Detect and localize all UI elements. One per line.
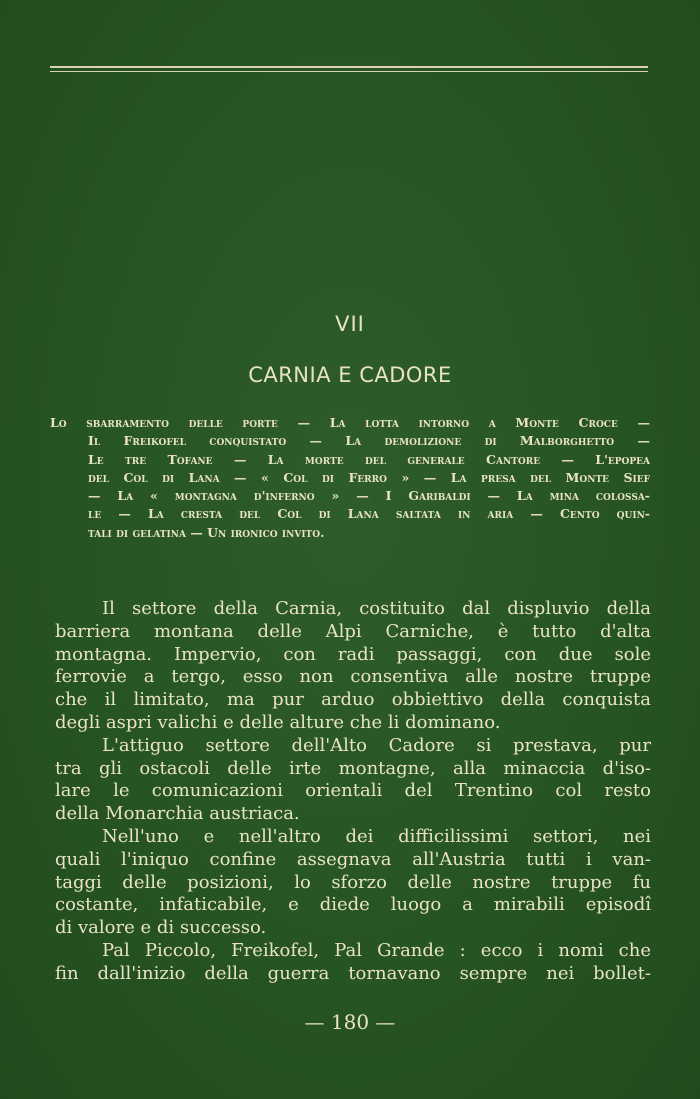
text-line: Pal Piccolo, Freikofel, Pal Grande : ecco i nomi che [102, 939, 651, 961]
text-line: taggi delle posizioni, lo sforzo delle nostre truppe fu [55, 871, 651, 893]
text-line: barriera montana delle Alpi Carniche, è tutto d'alta [55, 620, 651, 642]
text-line: lare le comunicazioni orientali del Trentino col resto [55, 780, 651, 802]
summary-line: Le tre Tofane — La morte del generale Cantore — L'epopea [88, 451, 650, 467]
text-line: L'attiguo settore dell'Alto Cadore si prestava, pur [102, 734, 651, 756]
text-line: tra gli ostacoli delle irte montagne, alla minaccia d'iso- [55, 757, 651, 779]
text-line: Il settore della Carnia, costituito dal displuvio della [102, 598, 651, 619]
summary-line: Il Freikofel conquistato — La demolizione di Malborghetto — [88, 433, 650, 449]
text-line: costante, infaticabile, e diede luogo a mirabili episodî [55, 894, 651, 916]
text-line: Nell'uno e nell'altro dei difficilissimi settori, nei [102, 825, 651, 847]
header-rule-thin [50, 71, 648, 72]
header-rule-thick [50, 66, 648, 68]
body-text [55, 598, 651, 986]
text-line: che il limitato, ma pur arduo obbiettivo della conquista [55, 689, 651, 711]
text-line: fin dall'inizio della guerra tornavano sempre nei bollet- [55, 962, 651, 984]
chapter-summary [50, 414, 650, 542]
summary-line: tali di gelatina — Un ironico invito. [88, 524, 325, 540]
text-line: della Monarchia austriaca. [55, 803, 300, 825]
chapter-title: CARNIA E CADORE [248, 363, 452, 387]
page-number: — 180 — [304, 1010, 396, 1034]
text-line: ferrovie a tergo, esso non consentiva alle nostre truppe [55, 666, 651, 688]
summary-line: Lo sbarramento delle porte — La lotta intorno a Monte Croce — [50, 415, 650, 430]
summary-line: — La « montagna d'inferno » — I Garibaldi — La mina colossa- [88, 488, 650, 504]
text-line: di valore e di successo. [55, 917, 267, 939]
chapter-number: VII [335, 312, 365, 336]
text-line: montagna. Impervio, con radi passaggi, con due sole [55, 643, 651, 665]
summary-line: del Col di Lana — « Col di Ferro » — La presa del Monte Sief [88, 469, 650, 485]
text-line: quali l'iniquo confine assegnava all'Austria tutti i van- [55, 848, 651, 870]
text-line: degli aspri valichi e delle alture che li dominano. [55, 711, 501, 733]
summary-line: le — La cresta del Col di Lana saltata in aria — Cento quin- [88, 506, 650, 522]
